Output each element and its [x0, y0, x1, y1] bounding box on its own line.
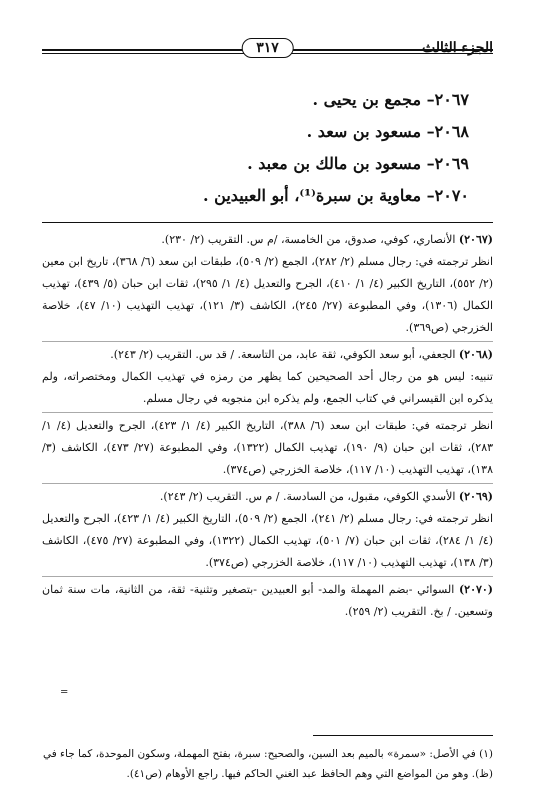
annotations	[42, 229, 493, 625]
footnote: (١) في الأصل: «سمرة» بالميم بعد السين، والصحيح: سبرة، بفتح المهملة، وسكون الموحدة، كما جاء في (ظ). وهو من المواضع التي وهم الحافظ عبد الغني الحاكم فيها. راجع الأوهام (ص٤١).	[42, 748, 493, 780]
main-entry: ٢٠٦٧– مجمع بن يحيى .	[312, 90, 469, 109]
main-entries	[60, 84, 469, 212]
annotation-2067: (٢٠٦٧) الأنصاري، كوفي، صدوق، من الخامسة، /م س. التقريب (٢/ ٢٣٠). انظر ترجمته في: رجال مسلم (٢/ ٢٨٢)، الجمع (٢/ ٥٠٩)، طبقات ابن سعد (٦/ ٣٦٨)، تاريخ ابن معين (٢/ ٥٥٢)، التاريخ الكبير (٤/ ١/ ٤١٠)، الجرح والتعديل (٤/ ١/ ٢٩٥)، ثقات ابن حبان (٥/ ٤٣٩)، تهذيب الكمال (١٣٠٦)، وفي المطبوعة (٢٧/ ٢٤٥)، الكاشف (٣/ ١٢١)، تهذيب التهذيب (١٠/ ٤٧)، خلاصة الخزرجي (ص٣٦٩).	[42, 233, 494, 334]
page-header	[42, 38, 493, 62]
running-title: الجزء الثالث	[421, 40, 493, 56]
main-entry: ٢٠٦٩– مسعود بن مالك بن معبد .	[247, 154, 469, 173]
annotation-2069: (٢٠٦٩) الأسدي الكوفي، مقبول، من السادسة. / م س. التقريب (٢/ ٢٤٣). انظر ترجمته في: رجال مسلم (٢/ ٢٤١)، الجمع (٢/ ٥٠٩)، التاريخ الكبير (٤/ ١/ ٤٢٣)، الجرح والتعديل (٤/ ١/ ٢٨٤)، ثقات ابن حبان (٧/ ٥٠١)، تهذيب الكمال (١٣٢٢)، وفي المطبوعة (٢٧/ ٤٧٥)، الكاشف (٣/ ١٣٨)، تهذيب التهذيب (١٠/ ١١٧)، خلاصة الخزرجي (ص٣٧٤).	[42, 483, 493, 574]
annotation-2068: (٢٠٦٨) الجعفي، أبو سعد الكوفي، ثقة عابد، من التاسعة. / قد س. التقريب (٢/ ٢٤٣). تنبيه: ليس هو من رجال أحد الصحيحين كما يظهر من رمزه في تهذيب الكمال ومختصراته، ولم يذكره ابن القيسراني في كتاب الجمع، ولم يذكره ابن منجويه في رجال مسلم. انظر ترجمته في: طبقات ابن سعد (٦/ ٣٨٨)، التاريخ الكبير (٤/ ١/ ٤٢٣)، الجرح والتعديل (٤/ ١/ ٢٨٣)، ثقات ابن حبان (٩/ ١٩٠)، تهذيب الكمال (١٣٢٢)، وفي المطبوعة (٢٧/ ٤٧٣)، الكاشف (٣/ ١٣٨)، تهذيب التهذيب (١٠/ ١١٧)، خلاصة الخزرجي (ص٣٧٤).	[42, 341, 493, 481]
section-divider	[42, 222, 493, 223]
page-number: ٣١٧	[241, 38, 294, 58]
continuation-mark: =	[60, 687, 69, 698]
footnote-divider	[313, 735, 493, 736]
annotation-2070: (٢٠٧٠) السوائي -بضم المهملة والمد- أبو العبيدين -بتصغير وتثنية- ثقة، من الثانية، مات سنة ثمان وتسعين. / بخ. التقريب (٢/ ٢٥٩).	[42, 576, 493, 623]
main-entry: ٢٠٧٠– معاوية بن سبرة⁽¹⁾، أبو العبيدين .	[203, 186, 469, 205]
main-entry: ٢٠٦٨– مسعود بن سعد .	[306, 122, 469, 141]
